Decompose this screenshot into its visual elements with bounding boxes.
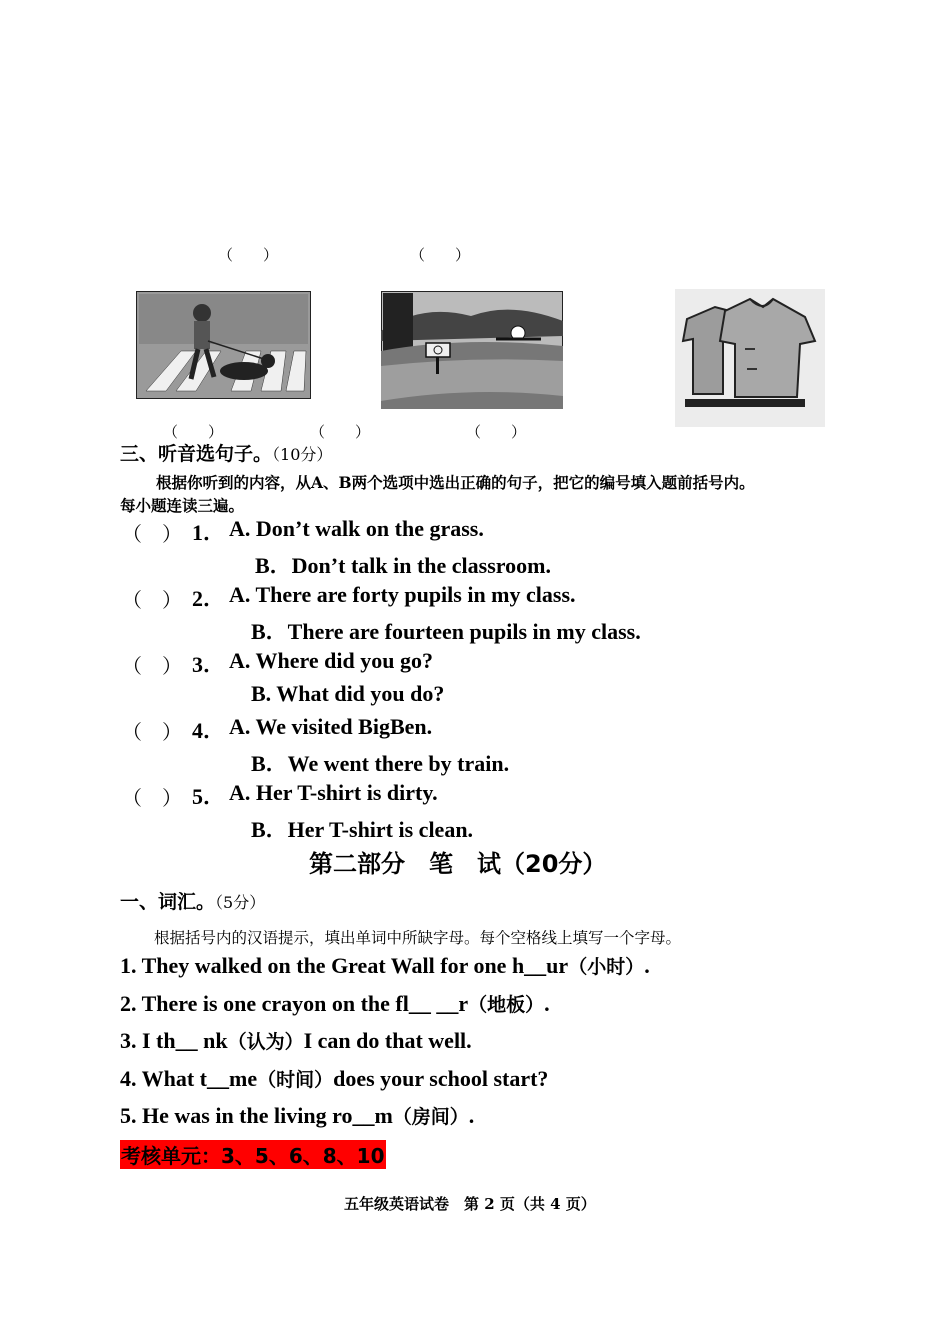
vocab-item-3-hint: （认为） xyxy=(227,1031,304,1053)
vocab-instruction: 根据括号内的汉语提示，填出单词中所缺字母。每个空格线上填写一个字母。 xyxy=(154,929,682,947)
section3-heading xyxy=(120,439,332,466)
item3-num: 3． xyxy=(192,652,226,677)
item3-option-b: B. What did you do? xyxy=(251,681,445,706)
vocab-score: （5分） xyxy=(215,893,266,912)
vocab-item-2-end: . xyxy=(544,991,550,1016)
item4-paren: （ ） xyxy=(122,720,182,744)
vocab-item-4-text: 4. What t__me xyxy=(120,1066,258,1091)
item2-num: 2． xyxy=(192,586,226,611)
vocab-item-1-text: 1. They walked on the Great Wall for one h__ur xyxy=(120,953,569,978)
item4-num: 4． xyxy=(192,718,226,743)
part2-title: 第二部分 笔 试（20分） xyxy=(309,850,607,878)
vocab-item-2-text: 2. There is one crayon on the fl__ __r xyxy=(120,991,469,1016)
item2-option-a: A. There are forty pupils in my class. xyxy=(229,582,576,607)
item4-option-b: B．We went there by train. xyxy=(251,751,510,776)
item1-num: 1． xyxy=(192,520,226,545)
vocab-title: 一、词汇。 xyxy=(120,891,216,913)
item3-paren: （ ） xyxy=(122,654,182,678)
section3-instruction-line2: 每小题连读三遍。 xyxy=(120,496,245,515)
item1-paren: （ ） xyxy=(122,522,182,546)
units-note: 考核单元：3、5、6、8、10 xyxy=(120,1140,386,1169)
vocab-item-5-end: . xyxy=(468,1103,475,1128)
item4-option-a: A. We visited BigBen. xyxy=(229,714,433,739)
crosswalk-picture-icon xyxy=(136,291,311,399)
vocab-item-3-text: 3. I th__ nk xyxy=(120,1028,228,1053)
vocab-item-1-hint: （小时） xyxy=(568,956,645,978)
answer-paren-picture-1: （ ） xyxy=(163,423,224,441)
answer-paren-picture-2: （ ） xyxy=(310,423,371,441)
answer-paren-picture-3: （ ） xyxy=(466,423,527,441)
river-picture-icon xyxy=(381,291,563,409)
section3-instruction-line1: 根据你听到的内容，从A、B两个选项中选出正确的句子，把它的编号填入题前括号内。 xyxy=(156,473,755,492)
vocab-item-5-hint: （房间） xyxy=(392,1106,469,1128)
item5-paren: （ ） xyxy=(122,786,182,810)
item2-paren: （ ） xyxy=(122,588,182,612)
vocab-item-5-text: 5. He was in the living ro__m xyxy=(120,1103,393,1128)
vocab-item-2-hint: （地板） xyxy=(468,994,545,1016)
vocab-item-5 xyxy=(120,1102,474,1129)
answer-paren-top-2: （ ） xyxy=(410,246,471,264)
vocab-item-4 xyxy=(120,1065,548,1092)
answer-paren-top-1: （ ） xyxy=(218,246,279,264)
page-footer: 五年级英语试卷 第 2 页（共 4 页） xyxy=(344,1195,596,1213)
vocab-item-4-hint: （时间） xyxy=(257,1069,334,1091)
vocab-item-3 xyxy=(120,1027,472,1054)
vocab-item-4-end: does your school start? xyxy=(333,1066,549,1091)
vocab-heading xyxy=(120,887,265,914)
vocab-item-2 xyxy=(120,990,550,1017)
vocab-item-1 xyxy=(120,952,650,979)
item1-option-b: B．Don’t talk in the classroom. xyxy=(255,553,551,578)
item5-num: 5． xyxy=(192,784,226,809)
item5-option-a: A. Her T-shirt is dirty. xyxy=(229,780,438,805)
section3-title: 三、听音选句子。 xyxy=(120,443,273,465)
vocab-item-3-end: I can do that well. xyxy=(303,1028,472,1053)
item5-option-b: B．Her T-shirt is clean. xyxy=(251,817,474,842)
item2-option-b: B．There are fourteen pupils in my class. xyxy=(251,619,641,644)
vocab-item-1-end: . xyxy=(644,953,650,978)
section3-score: （10分） xyxy=(272,445,333,464)
item3-option-a: A. Where did you go? xyxy=(229,648,433,673)
tshirt-picture-icon xyxy=(675,289,825,427)
item1-option-a: A. Don’t walk on the grass. xyxy=(229,516,484,541)
